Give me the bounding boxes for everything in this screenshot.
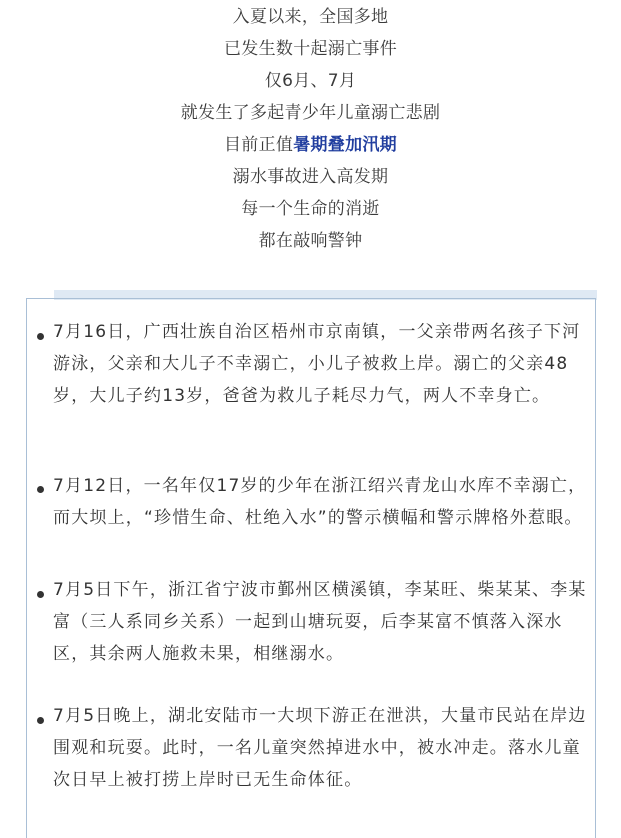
intro-line: 已发生数十起溺亡事件 bbox=[224, 39, 397, 59]
intro-line: 都在敲响警钟 bbox=[258, 231, 363, 251]
intro-line: 入夏以来，全国多地 bbox=[232, 7, 389, 27]
intro-line-highlight bbox=[0, 129, 621, 161]
bullet-icon bbox=[37, 486, 44, 493]
emphasis-text: 暑期叠加汛期 bbox=[293, 135, 397, 155]
bullet-icon bbox=[37, 333, 44, 340]
incident-card bbox=[26, 298, 596, 838]
intro-section bbox=[0, 0, 621, 257]
intro-prefix: 目前正值 bbox=[223, 135, 294, 155]
incident-item: 7月16日，广西壮族自治区梧州市京南镇，一父亲带两名孩子下河游泳，父亲和大儿子不幸溺亡，小儿子被救上岸。溺亡的父亲48岁，大儿子约13岁，爸爸为救儿子耗尽力气，两人不幸身亡。 bbox=[53, 322, 581, 406]
intro-line: 溺水事故进入高发期 bbox=[232, 167, 389, 187]
bullet-icon bbox=[37, 591, 44, 598]
incident-item: 7月5日晚上，湖北安陆市一大坝下游正在泄洪，大量市民站在岸边围观和玩耍。此时，一名儿童突然掉进水中，被水冲走。落水儿童次日早上被打捞上岸时已无生命体征。 bbox=[53, 706, 587, 790]
incident-item: 7月12日，一名年仅17岁的少年在浙江绍兴青龙山水库不幸溺亡，而大坝上，“珍惜生命、杜绝入水”的警示横幅和警示牌格外惹眼。 bbox=[53, 476, 587, 528]
intro-line: 就发生了多起青少年儿童溺亡悲剧 bbox=[180, 103, 441, 123]
incident-item: 7月5日下午，浙江省宁波市鄞州区横溪镇，李某旺、柴某某、李某富（三人系同乡关系）一起到山塘玩耍，后李某富不慎落入深水区，其余两人施救未果，相继溺水。 bbox=[53, 580, 587, 664]
bullet-icon bbox=[37, 717, 44, 724]
intro-line: 每一个生命的消逝 bbox=[241, 199, 380, 219]
intro-line: 仅6月、7月 bbox=[264, 71, 357, 91]
